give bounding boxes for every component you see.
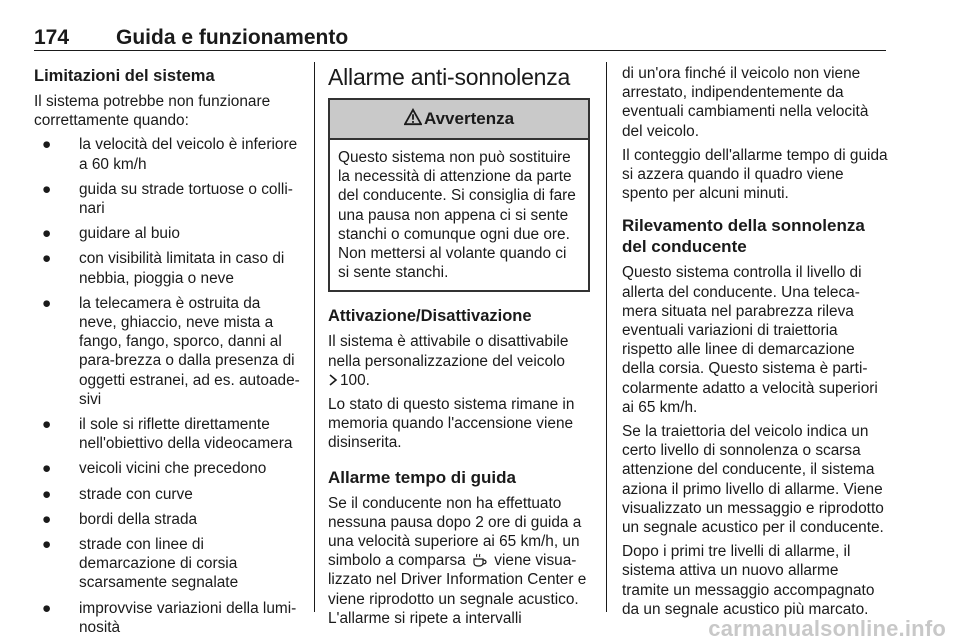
- limitation-text: veicoli vicini che precedono: [79, 460, 267, 478]
- bullet-icon: ●: [42, 225, 52, 243]
- camera-paragraph: Questo sistema controlla il livello di allerta del conducente. Una teleca-mera situata nel parabrezza rileva eventuali variazioni di traiettoria rispetto alle linee di demarcazione della corsia. Questo sistema è parti-colarmente adatto a velocità superiori ai 65 km/h.: [622, 264, 878, 416]
- page-reference-icon: [328, 374, 338, 386]
- warning-text: Questo sistema non può sostituire la necessità di attenzione da parte del conducente. Si consiglia di fare una pausa non appena ci si sente stanchi o comunque ogni due ore. Non mettersi al volante quando ci si sente stanchi.: [338, 149, 576, 282]
- page-header: [34, 22, 886, 52]
- limitation-text: bordi della strada: [79, 510, 198, 528]
- limitation-item: [34, 459, 300, 478]
- limitation-item: [34, 294, 300, 409]
- limitation-text: guida su strade tortuose o colli-nari: [79, 180, 293, 218]
- limitation-item: [34, 599, 300, 637]
- bullet-icon: ●: [42, 136, 52, 154]
- further-alarm-paragraph: Dopo i primi tre livelli di allarme, il sistema attiva un nuovo allarme tramite un messaggio accompagnato da un segnale acustico più marcato.: [622, 543, 875, 618]
- bullet-icon: ●: [42, 460, 52, 478]
- memory-paragraph: Lo stato di questo sistema rimane in memoria quando l'accensione viene disinserita.: [328, 396, 575, 452]
- warning-label: Avvertenza: [423, 109, 515, 128]
- limitation-item: [34, 415, 300, 453]
- activation-text: Il sistema è attivabile o disattivabile nella personalizzazione del veicolo: [328, 333, 569, 370]
- coffee-cup-icon: [472, 553, 488, 567]
- column-3: [622, 64, 888, 624]
- limitation-item: [34, 510, 300, 529]
- driving-time-paragraph: [328, 494, 590, 628]
- column-divider-2: [606, 62, 607, 612]
- limitation-item: [34, 535, 300, 593]
- limitations-intro: Il sistema potrebbe non funzionare correttamente quando:: [34, 93, 271, 130]
- warning-header: [330, 100, 588, 140]
- activation-paragraph: [328, 332, 590, 390]
- limitation-text: la velocità del veicolo è inferiore a 60 km/h: [79, 136, 298, 173]
- limitation-text: guidare al buio: [79, 225, 180, 243]
- limitation-item: [34, 224, 300, 243]
- warning-box: [328, 98, 590, 292]
- driving-time-heading: Allarme tempo di guida: [328, 467, 516, 487]
- column-2: [328, 64, 590, 633]
- limitation-item: [34, 249, 300, 287]
- bullet-icon: ●: [42, 250, 52, 268]
- limitation-text: la telecamera è ostruita da neve, ghiaccio, neve mista a fango, fango, sporco, danni al para-brezza o dalla presenza di oggetti estranei, ad es. autoade-sivi: [79, 294, 300, 408]
- first-alarm-paragraph: Se la traiettoria del veicolo indica un certo livello di sonnolenza o scarsa attenzione del conducente, il sistema aziona il primo livello di allarme. Viene visualizzato un messaggio e riprodotto un segnale acustico per il conducente.: [622, 423, 884, 537]
- bullet-icon: ●: [42, 180, 52, 198]
- warning-triangle-icon: [404, 108, 422, 126]
- limitation-item: [34, 485, 300, 504]
- section-title: Guida e funzionamento: [116, 26, 349, 49]
- driving-time-text-b: viene visua-lizzato nel Driver Information Center e viene riprodotto un segnale acustico. L'allarme si ripete a intervalli: [328, 552, 587, 627]
- limitations-heading: Limitazioni del sistema: [34, 67, 215, 85]
- bullet-icon: ●: [42, 294, 52, 312]
- limitation-text: il sole si riflette direttamente nell'obiettivo della videocamera: [79, 416, 293, 453]
- bullet-icon: ●: [42, 536, 52, 554]
- reset-paragraph: Il conteggio dell'allarme tempo di guida si azzera quando il quadro viene spento per alcuni minuti.: [622, 146, 888, 203]
- interval-paragraph: di un'ora finché il veicolo non viene arrestato, indipendentemente da eventuali cambiamenti nella velocità del veicolo.: [622, 65, 869, 140]
- driving-time-text-a: Se il conducente non ha effettuato nessuna pausa dopo 2 ore di guida a una velocità superiore ai 65 km/h, un simbolo a comparsa: [328, 494, 582, 570]
- limitation-text: con visibilità limitata in caso di nebbia, pioggia o neve: [79, 250, 285, 287]
- bullet-icon: ●: [42, 485, 52, 503]
- column-1: [34, 66, 300, 643]
- activation-heading: Attivazione/Disattivazione: [328, 307, 532, 326]
- limitation-text: improvvise variazioni della lumi-nosità: [79, 599, 297, 636]
- limitations-list: [34, 135, 300, 637]
- column-divider-1: [314, 62, 315, 612]
- watermark: carmanualsonline.info: [708, 616, 946, 641]
- bullet-icon: ●: [42, 416, 52, 434]
- limitation-text: strade con curve: [79, 485, 193, 503]
- page-reference: 100.: [340, 371, 370, 389]
- drowsiness-alarm-heading: Allarme anti-sonnolenza: [328, 64, 571, 90]
- limitation-item: [34, 180, 300, 218]
- limitation-text: strade con linee di demarcazione di corsia scarsamente segnalate: [79, 536, 239, 592]
- page-number: 174: [34, 26, 70, 49]
- header-divider: [34, 50, 886, 51]
- bullet-icon: ●: [42, 510, 52, 528]
- bullet-icon: ●: [42, 599, 52, 617]
- limitation-item: [34, 135, 300, 173]
- drowsiness-detection-heading: Rilevamento della sonnolenza del conducente: [622, 216, 865, 257]
